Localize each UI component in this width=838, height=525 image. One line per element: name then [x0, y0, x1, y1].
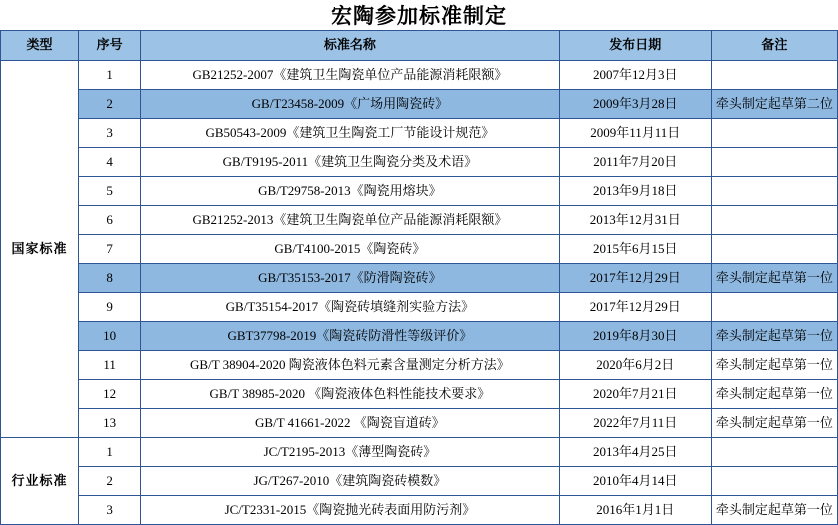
release-date-cell: 2013年9月18日	[559, 177, 711, 206]
column-header-type: 类型	[1, 31, 79, 61]
row-index-cell: 2	[79, 467, 141, 496]
table-row	[1, 496, 838, 525]
table-row	[1, 467, 838, 496]
release-date-cell: 2017年12月29日	[559, 264, 711, 293]
remark-cell: 牵头制定起草第一位	[711, 264, 837, 293]
standard-name-cell: JC/T2195-2013《薄型陶瓷砖》	[141, 438, 560, 467]
table-row	[1, 322, 838, 351]
standard-name-cell: GB/T4100-2015《陶瓷砖》	[141, 235, 560, 264]
row-index-cell: 9	[79, 293, 141, 322]
release-date-cell: 2007年12月3日	[559, 61, 711, 90]
release-date-cell: 2016年1月1日	[559, 496, 711, 525]
remark-cell	[711, 61, 837, 90]
table-row	[1, 293, 838, 322]
standard-name-cell: GB21252-2007《建筑卫生陶瓷单位产品能源消耗限额》	[141, 61, 560, 90]
release-date-cell: 2015年6月15日	[559, 235, 711, 264]
remark-cell	[711, 467, 837, 496]
table-row	[1, 148, 838, 177]
release-date-cell: 2019年8月30日	[559, 322, 711, 351]
table-header-row	[1, 31, 838, 61]
table-row	[1, 264, 838, 293]
row-index-cell: 8	[79, 264, 141, 293]
release-date-cell: 2017年12月29日	[559, 293, 711, 322]
row-index-cell: 5	[79, 177, 141, 206]
category-cell: 国家标准	[1, 61, 79, 438]
release-date-cell: 2009年3月28日	[559, 90, 711, 119]
standard-name-cell: GB/T35153-2017《防滑陶瓷砖》	[141, 264, 560, 293]
table-row	[1, 351, 838, 380]
release-date-cell: 2013年12月31日	[559, 206, 711, 235]
column-header-standard-name: 标准名称	[141, 31, 560, 61]
standard-name-cell: GB/T 41661-2022 《陶瓷盲道砖》	[141, 409, 560, 438]
remark-cell	[711, 177, 837, 206]
standard-name-cell: GB/T 38904-2020 陶瓷液体色料元素含量测定分析方法》	[141, 351, 560, 380]
table-header	[1, 31, 838, 61]
page-title: 宏陶参加标准制定	[331, 4, 507, 28]
standard-name-cell: GB/T29758-2013《陶瓷用熔块》	[141, 177, 560, 206]
row-index-cell: 13	[79, 409, 141, 438]
remark-cell	[711, 235, 837, 264]
document-title-bar	[0, 0, 838, 30]
column-header-release-date: 发布日期	[559, 31, 711, 61]
row-index-cell: 3	[79, 496, 141, 525]
standard-name-cell: GBT37798-2019《陶瓷砖防滑性等级评价》	[141, 322, 560, 351]
table-body	[1, 61, 838, 525]
row-index-cell: 4	[79, 148, 141, 177]
remark-cell: 牵头制定起草第二位	[711, 90, 837, 119]
column-header-remark: 备注	[711, 31, 837, 61]
remark-cell	[711, 206, 837, 235]
remark-cell: 牵头制定起草第一位	[711, 496, 837, 525]
table-row	[1, 438, 838, 467]
remark-cell	[711, 438, 837, 467]
remark-cell	[711, 119, 837, 148]
remark-cell: 牵头制定起草第一位	[711, 380, 837, 409]
row-index-cell: 7	[79, 235, 141, 264]
table-row	[1, 206, 838, 235]
standard-name-cell: GB50543-2009《建筑卫生陶瓷工厂节能设计规范》	[141, 119, 560, 148]
release-date-cell: 2022年7月11日	[559, 409, 711, 438]
row-index-cell: 10	[79, 322, 141, 351]
row-index-cell: 3	[79, 119, 141, 148]
remark-cell: 牵头制定起草第一位	[711, 351, 837, 380]
table-row	[1, 380, 838, 409]
standard-name-cell: GB/T23458-2009《广场用陶瓷砖》	[141, 90, 560, 119]
table-row	[1, 177, 838, 206]
release-date-cell: 2010年4月14日	[559, 467, 711, 496]
table-row	[1, 235, 838, 264]
standard-name-cell: GB/T35154-2017《陶瓷砖填缝剂实验方法》	[141, 293, 560, 322]
category-cell: 行业标准	[1, 438, 79, 525]
table-row	[1, 61, 838, 90]
table-row	[1, 409, 838, 438]
standard-name-cell: JG/T267-2010《建筑陶瓷砖模数》	[141, 467, 560, 496]
standard-name-cell: GB21252-2013《建筑卫生陶瓷单位产品能源消耗限额》	[141, 206, 560, 235]
row-index-cell: 1	[79, 61, 141, 90]
release-date-cell: 2020年6月2日	[559, 351, 711, 380]
release-date-cell: 2011年7月20日	[559, 148, 711, 177]
table-row	[1, 90, 838, 119]
standard-name-cell: GB/T 38985-2020 《陶瓷液体色料性能技术要求》	[141, 380, 560, 409]
row-index-cell: 2	[79, 90, 141, 119]
standards-table	[0, 30, 838, 525]
remark-cell: 牵头制定起草第一位	[711, 322, 837, 351]
row-index-cell: 12	[79, 380, 141, 409]
remark-cell: 牵头制定起草第一位	[711, 409, 837, 438]
row-index-cell: 11	[79, 351, 141, 380]
row-index-cell: 1	[79, 438, 141, 467]
table-row	[1, 119, 838, 148]
remark-cell	[711, 293, 837, 322]
column-header-index: 序号	[79, 31, 141, 61]
row-index-cell: 6	[79, 206, 141, 235]
standard-name-cell: JC/T2331-2015《陶瓷抛光砖表面用防污剂》	[141, 496, 560, 525]
release-date-cell: 2009年11月11日	[559, 119, 711, 148]
release-date-cell: 2013年4月25日	[559, 438, 711, 467]
release-date-cell: 2020年7月21日	[559, 380, 711, 409]
standard-name-cell: GB/T9195-2011《建筑卫生陶瓷分类及术语》	[141, 148, 560, 177]
remark-cell	[711, 148, 837, 177]
